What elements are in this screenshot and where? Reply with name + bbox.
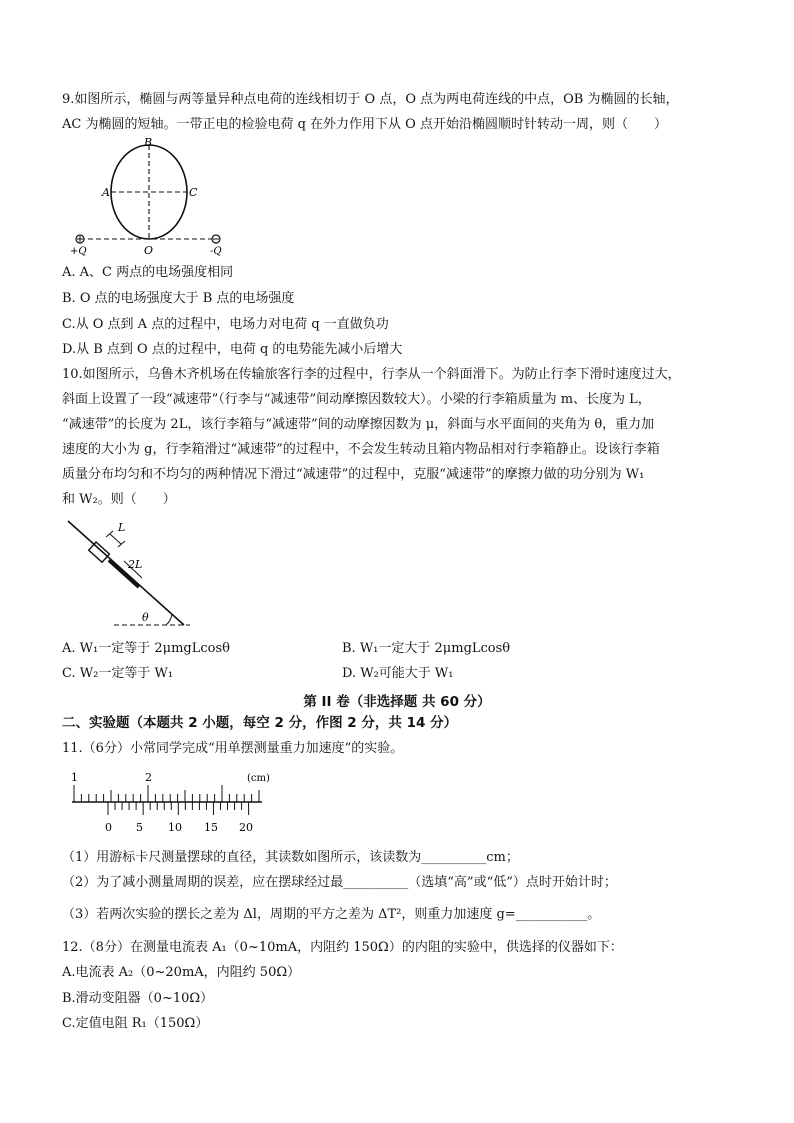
label-C: C xyxy=(189,186,198,199)
q10-option-b: B. W₁一定大于 2μmgLcosθ xyxy=(342,641,511,656)
vernier-caliper-figure xyxy=(62,768,287,836)
q9-option-a: A. A、C 两点的电场强度相同 xyxy=(62,265,234,280)
main-label-2: 2 xyxy=(145,771,152,784)
q9-ellipse-figure xyxy=(62,135,232,260)
q10-stem-line-1: 10.如图所示，乌鲁木齐机场在传输旅客行李的过程中，行李从一个斜面滑下。为防止行李下滑时速度过大， xyxy=(62,367,681,382)
main-label-1: 1 xyxy=(71,771,78,784)
q12-item-a: A.电流表 A₂（0~20mA，内阻约 50Ω） xyxy=(62,965,301,980)
q11-part-1: （1）用游标卡尺测量摆球的直径，其读数如图所示，该读数为__________cm； xyxy=(62,850,519,865)
section-2-subtitle: 二、实验题（本题共 2 小题，每空 2 分，作图 2 分，共 14 分） xyxy=(62,715,458,731)
luggage-box xyxy=(89,542,110,562)
main-scale xyxy=(72,785,262,802)
label-neg-Q: -Q xyxy=(210,246,222,257)
q11-part-2: （2）为了减小测量周期的误差，应在摆球经过最__________（选填“高”或“低”）点时开始计时； xyxy=(62,875,617,890)
vernier-label-10: 10 xyxy=(168,821,182,834)
q9-option-b: B. O 点的电场强度大于 B 点的电场强度 xyxy=(62,291,295,306)
theta-arc xyxy=(166,614,172,625)
q9-stem-line-1: 9.如图所示，椭圆与两等量异种点电荷的连线相切于 O 点，O 点为两电荷连线的中点，OB 为椭圆的长轴， xyxy=(62,92,679,107)
q11-part-3: （3）若两次实验的摆长之差为 Δl，周期的平方之差为 ΔT²，则重力加速度 g=___________。 xyxy=(62,907,601,922)
vernier-scale xyxy=(108,802,249,815)
label-theta: θ xyxy=(142,611,149,624)
q10-stem-line-6: 和 W₂。则（ ） xyxy=(62,492,176,507)
q10-stem-line-5: 质量分布均匀和不均匀的两种情况下滑过“减速带”的过程中，克服“减速带”的摩擦力做的功分别为 W₁ xyxy=(62,467,645,482)
q10-option-a: A. W₁一定等于 2μmgLcosθ xyxy=(62,641,230,656)
label-L: L xyxy=(118,521,126,534)
q10-option-d: D. W₂可能大于 W₁ xyxy=(342,666,454,681)
vernier-label-20: 20 xyxy=(239,821,253,834)
q9-option-c: C.从 O 点到 A 点的过程中，电场力对电荷 q 一直做负功 xyxy=(62,317,389,332)
q10-incline-figure xyxy=(62,515,197,630)
label-pos-Q: +Q xyxy=(70,246,87,257)
q10-option-c: C. W₂一定等于 W₁ xyxy=(62,666,174,681)
label-B: B xyxy=(144,136,153,149)
label-O: O xyxy=(144,244,154,257)
q10-stem-line-2: 斜面上设置了一段“减速带”（行李与“减速带”间动摩擦因数较大）。小梁的行李箱质量为 m、长度为 L， xyxy=(62,392,651,407)
vernier-label-0: 0 xyxy=(105,821,112,834)
q9-option-d: D.从 B 点到 O 点的过程中，电荷 q 的电势能先减小后增大 xyxy=(62,342,403,357)
main-label-unit: (cm) xyxy=(247,773,270,784)
q12-item-c: C.定值电阻 R₁（150Ω） xyxy=(62,1016,209,1031)
q11-stem: 11.（6分）小常同学完成“用单摆测量重力加速度”的实验。 xyxy=(62,741,404,756)
q12-stem: 12.（8分）在测量电流表 A₁（0~10mA，内阻约 150Ω）的内阻的实验中，供选择的仪器如下： xyxy=(62,940,623,955)
label-A: A xyxy=(102,186,110,199)
q9-stem-line-2: AC 为椭圆的短轴。一带正电的检验电荷 q 在外力作用下从 O 点开始沿椭圆顺时针转动一周，则（ ） xyxy=(62,117,667,132)
q10-stem-line-3: “减速带”的长度为 2L，该行李箱与“减速带”间的动摩擦因数为 μ，斜面与水平面间的夹角为 θ，重力加 xyxy=(62,417,655,432)
vernier-label-5: 5 xyxy=(136,821,143,834)
q12-item-b: B.滑动变阻器（0~10Ω） xyxy=(62,991,214,1006)
q10-stem-line-4: 速度的大小为 g，行李箱滑过“减速带”的过程中，不会发生转动且箱内物品相对行李箱静止。设该行李箱 xyxy=(62,442,660,457)
label-2L: 2L xyxy=(128,558,143,571)
section-2-title: 第 II 卷（非选择题 共 60 分） xyxy=(303,694,491,710)
vernier-label-15: 15 xyxy=(204,821,218,834)
